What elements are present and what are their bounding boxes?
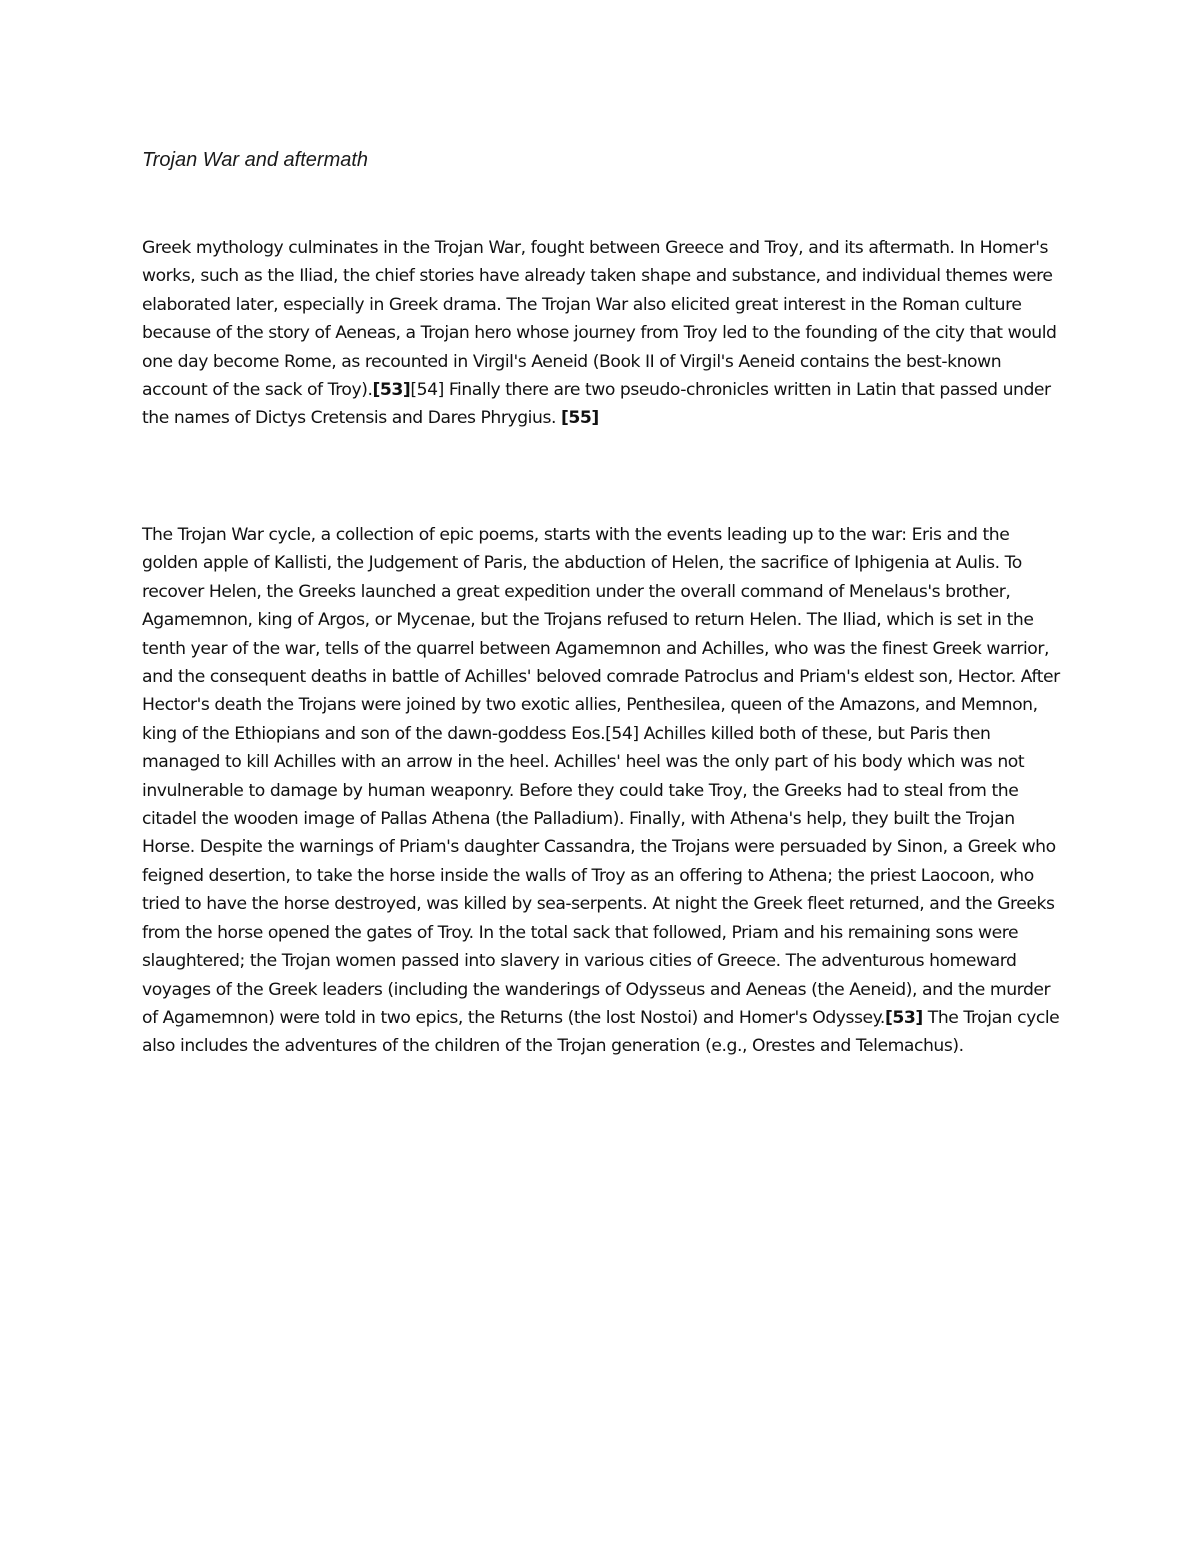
citation-55: [55] xyxy=(560,408,599,429)
paragraph-2-text-1: The Trojan War cycle, a collection of epic poems, starts with the events leading up to the war: Eris and the golden apple of Kallisti, the Judgement of Paris, the abduction of Helen, the sacrifice of Iphigenia at Aulis. To recover Helen, the Greeks launched a great expedition under the overall command of Menelaus's brother, Agamemnon, king of Argos, or Mycenae, but the Trojans refused to return Helen. The Iliad, which is set in the tenth year of the war, tells of the quarrel between Agamemnon and Achilles, who was the finest Greek warrior, and the consequent deaths in battle of Achilles' beloved comrade Patroclus and Priam's eldest son, Hector. After Hector's death the Trojans were joined by two exotic allies, Penthesilea, queen of the Amazons, and Memnon, king of the Ethiopians and son of the dawn-goddess Eos. xyxy=(142,525,1060,744)
citation-54: [54] xyxy=(410,380,444,401)
citation-53: [53] xyxy=(884,1007,923,1028)
paragraph-1-text-2: Finally there are two pseudo-chronicles written in Latin that passed under the names of Dictys Cretensis and Dares Phrygius. xyxy=(142,380,1051,429)
paragraph-1-text-1: Greek mythology culminates in the Trojan War, fought between Greece and Troy, and its aftermath. In Homer's works, such as the Iliad, the chief stories have already taken shape and substance, and individual themes were elaborated later, especially in Greek drama. The Trojan War also elicited great interest in the Roman culture because of the story of Aeneas, a Trojan hero whose journey from Troy led to the founding of the city that would one day become Rome, as recounted in Virgil's Aeneid (Book II of Virgil's Aeneid contains the best-known account of the sack of Troy). xyxy=(142,238,1057,401)
paragraph-2 xyxy=(142,521,1064,1061)
paragraph-1 xyxy=(142,234,1064,433)
paragraph-2-text-3: The Trojan cycle also includes the adventures of the children of the Trojan generation (e.g., Orestes and Telemachus). xyxy=(142,1007,1060,1057)
section-heading: Trojan War and aftermath xyxy=(142,149,369,171)
citation-54: [54] xyxy=(605,723,639,744)
citation-53: [53] xyxy=(372,380,411,401)
paragraph-2-text-2: Achilles killed both of these, but Paris then managed to kill Achilles with an arrow in the heel. Achilles' heel was the only part of his body which was not invulnerable to damage by human weaponry. Before they could take Troy, the Greeks had to steal from the citadel the wooden image of Pallas Athena (the Palladium). Finally, with Athena's help, they built the Trojan Horse. Despite the warnings of Priam's daughter Cassandra, the Trojans were persuaded by Sinon, a Greek who feigned desertion, to take the horse inside the walls of Troy as an offering to Athena; the priest Laocoon, who tried to have the horse destroyed, was killed by sea-serpents. At night the Greek fleet returned, and the Greeks from the horse opened the gates of Troy. In the total sack that followed, Priam and his remaining sons were slaughtered; the Trojan women passed into slavery in various cities of Greece. The adventurous homeward voyages of the Greek leaders (including the wanderings of Odysseus and Aeneas (the Aeneid), and the murder of Agamemnon) were told in two epics, the Returns (the lost Nostoi) and Homer's Odyssey. xyxy=(142,723,1056,1028)
